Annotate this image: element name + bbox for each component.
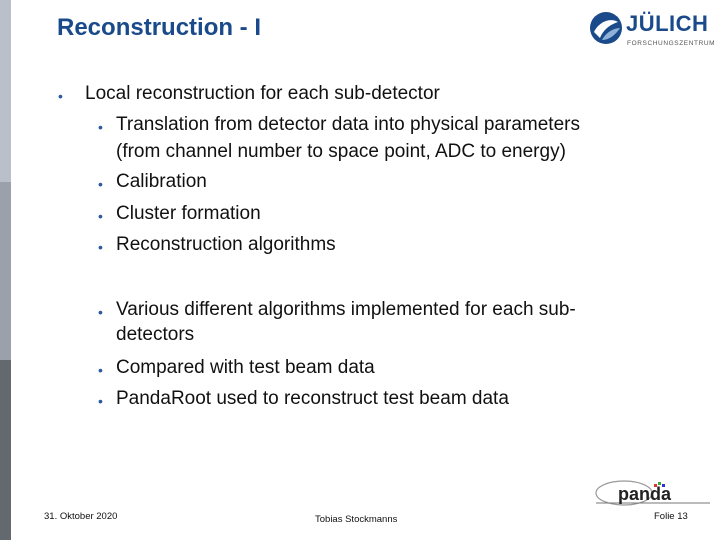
bullet-dot: • — [58, 88, 63, 104]
footer-page: Folie 13 — [654, 511, 688, 522]
bullet-test-beam: Compared with test beam data — [116, 357, 375, 378]
bullet-dot: • — [98, 208, 103, 224]
bullet-dot: • — [98, 176, 103, 192]
bullet-various-line1: Various different algorithms implemented for each sub- — [116, 299, 576, 320]
panda-logo — [594, 476, 712, 510]
bullet-dot: • — [98, 362, 103, 378]
logo-subtitle: FORSCHUNGSZENTRUM — [627, 40, 716, 47]
bullet-dot: • — [98, 239, 103, 255]
bullet-translation-line1: Translation from detector data into physical parameters — [116, 114, 580, 135]
bullet-dot: • — [98, 119, 103, 135]
slide-title: Reconstruction - I — [57, 14, 262, 41]
bullet-main: Local reconstruction for each sub-detector — [85, 83, 440, 104]
bullet-various-line2: detectors — [116, 324, 195, 345]
footer-date: 31. Oktober 2020 — [44, 511, 118, 522]
bullet-dot: • — [98, 304, 103, 320]
bullet-calibration: Calibration — [116, 171, 207, 192]
logo-name: JÜLICH — [626, 11, 709, 36]
bullet-cluster-formation: Cluster formation — [116, 203, 261, 224]
panda-logo-text: panda — [618, 484, 672, 504]
bullet-pandaroot: PandaRoot used to reconstruct test beam data — [116, 388, 509, 409]
footer-author: Tobias Stockmanns — [315, 514, 398, 525]
bullet-reconstruction-algorithms: Reconstruction algorithms — [116, 234, 336, 255]
bullet-dot: • — [98, 393, 103, 409]
bullet-translation-line2: (from channel number to space point, ADC to energy) — [116, 141, 566, 162]
